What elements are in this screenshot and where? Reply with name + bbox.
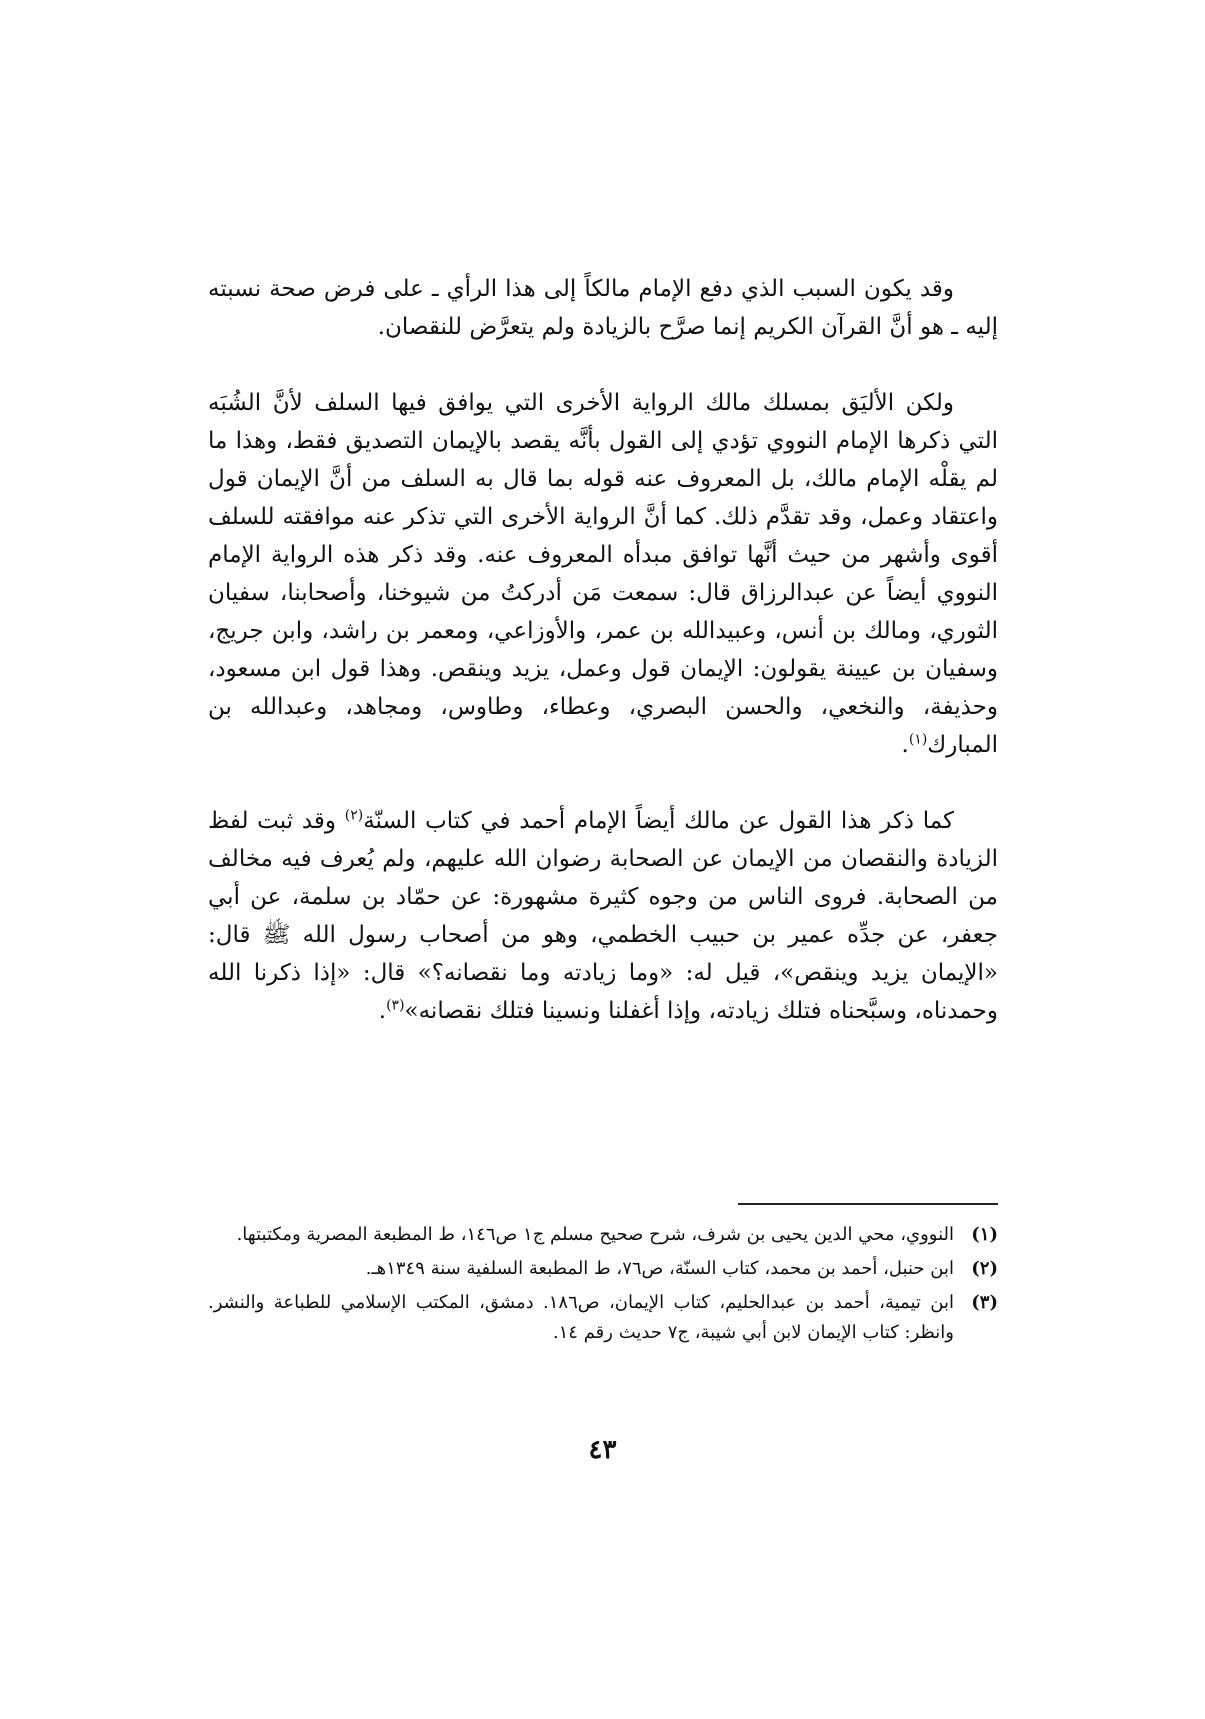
footnote-2 bbox=[208, 1254, 998, 1284]
footnote-text: ابن حنبل، أحمد بن محمد، كتاب السنّة، ص٧٦، ط المطبعة السلفية سنة ١٣٤٩هـ. bbox=[365, 1258, 954, 1279]
paragraph-3-end: . bbox=[378, 998, 387, 1024]
footnotes bbox=[208, 1220, 998, 1352]
paragraph-3-text: كما ذكر هذا القول عن مالك أيضاً الإمام أحمد في كتاب السنّة bbox=[363, 808, 954, 834]
footnote-text: ابن تيمية، أحمد بن عبدالحليم، كتاب الإيمان، ص١٨٦. دمشق، المكتب الإسلامي للطباعة والنشر. وانظر: كتاب الإيمان لابن أبي شيبة، ج٧ حديث رقم ١٤. bbox=[208, 1292, 955, 1343]
footnote-number: (٢) bbox=[971, 1258, 998, 1279]
paragraph-3-continuation: وقد ثبت لفظ الزيادة والنقصان من الإيمان عن الصحابة رضوان الله عليهم، ولم يُعرف فيه مخالف من الصحابة. فروى الناس من وجوه كثيرة مشهورة: عن حمّاد بن سلمة، عن أبي جعفر، عن جدِّه عمير بن حبيب الخطمي، وهو من أصحاب رسول الله ﷺ قال: «الإيمان يزيد وينقص»، قيل له: «وما زيادته وما نقصانه؟» قال: «إذا ذكرنا الله وحمدناه، وسبَّحناه فتلك زيادته، وإذا أغفلنا ونسينا فتلك نقصانه» bbox=[208, 808, 998, 1024]
page-number: ٤٣ bbox=[588, 1435, 617, 1465]
paragraph-3 bbox=[208, 802, 998, 1030]
paragraph-2-text: ولكن الأليَق بمسلك مالك الرواية الأخرى التي يوافق فيها السلف لأنَّ الشُبَه التي ذكرها الإمام النووي تؤدي إلى القول بأنَّه يقصد بالإيمان التصديق فقط، وهذا ما لم يقلْه الإمام مالك، بل المعروف عنه قوله بما قال به السلف من أنَّ الإيمان قول واعتقاد وعمل، وقد تقدَّم ذلك. كما أنَّ الرواية الأخرى التي تذكر عنه موافقته للسلف أقوى وأشهر من حيث أنَّها توافق مبدأه المعروف عنه. وقد ذكر هذه الرواية الإمام النووي أيضاً عن عبدالرزاق قال: سمعت مَن أدركتُ من شيوخنا، وأصحابنا، سفيان الثوري، ومالك بن أنس، وعبيدالله بن عمر، والأوزاعي، ومعمر بن راشد، وابن جريج، وسفيان بن عيينة يقولون: الإيمان قول وعمل، يزيد وينقص. وهذا قول ابن مسعود، وحذيفة، والنخعي، والحسن البصري، وعطاء، وطاوس، ومجاهد، وعبدالله بن المبارك bbox=[208, 390, 998, 758]
paragraph-2-end: . bbox=[901, 732, 909, 758]
main-text bbox=[208, 270, 998, 1030]
footnote-text: النووي، محي الدين يحيى بن شرف، شرح صحيح مسلم ج١ ص١٤٦، ط المطبعة المصرية ومكتبتها. bbox=[236, 1224, 954, 1245]
paragraph-2 bbox=[208, 384, 998, 764]
paragraph-1-text: وقد يكون السبب الذي دفع الإمام مالكاً إلى هذا الرأي ـ على فرض صحة نسبته إليه ـ هو أنَّ القرآن الكريم إنما صرَّح بالزيادة ولم يتعرَّض للنقصان. bbox=[208, 276, 998, 340]
footnote-number: (٣) bbox=[971, 1292, 998, 1313]
footnote-ref-3[interactable]: (٣) bbox=[386, 997, 405, 1014]
footnote-3 bbox=[208, 1288, 998, 1348]
footnote-number: (١) bbox=[971, 1224, 998, 1245]
footnote-1 bbox=[208, 1220, 998, 1250]
footnote-ref-1[interactable]: (١) bbox=[908, 731, 928, 748]
paragraph-1 bbox=[208, 270, 998, 346]
footnote-ref-2[interactable]: (٢) bbox=[344, 807, 364, 824]
footnote-divider bbox=[738, 1203, 998, 1205]
